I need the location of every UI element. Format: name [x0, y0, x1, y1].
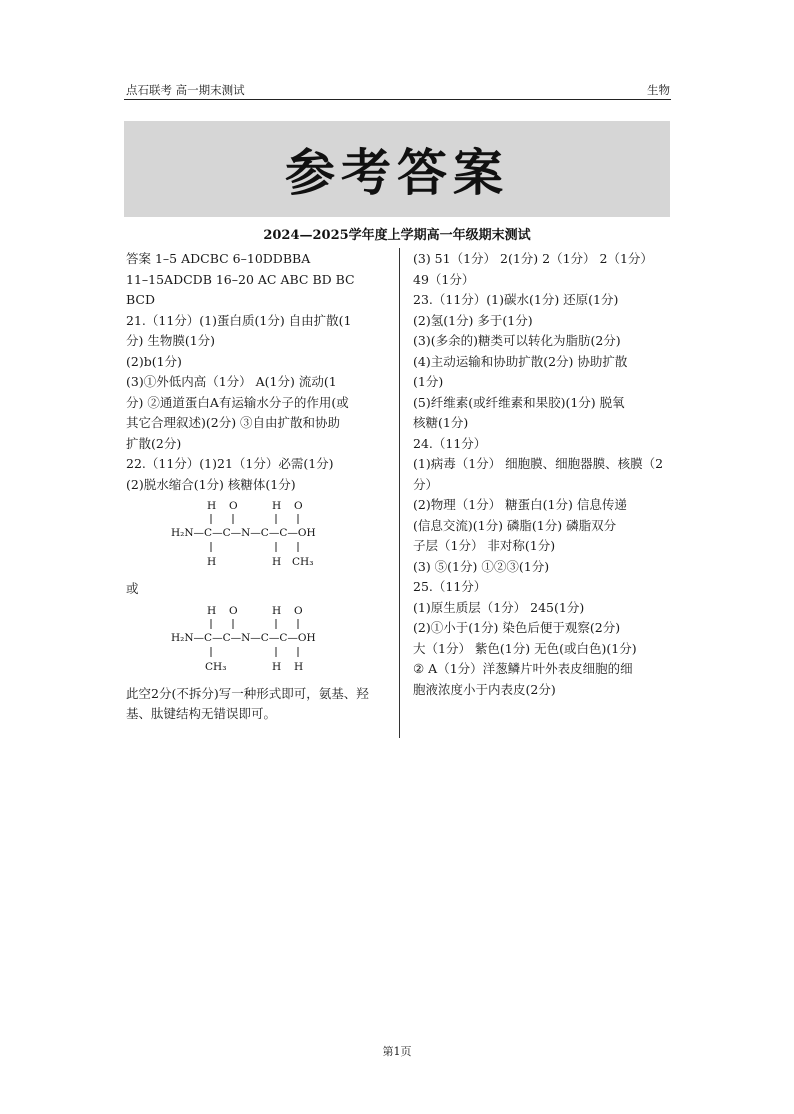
struct2-bot-a: CH₃ [205, 660, 227, 673]
struct1-bot-b: H [272, 556, 282, 568]
answer-line: 子层（1分） 非对称(1分) [413, 538, 556, 553]
answer-line: (1分) [413, 374, 444, 389]
header-right: 生物 [647, 83, 670, 97]
answer-line: (2)氢(1分) 多于(1分) [413, 312, 533, 328]
answer-line: (2)b(1分) [126, 353, 182, 369]
answer-line: (3) 51（1分） 2(1分) 2（1分） 2（1分） [413, 251, 653, 266]
answer-line: (3)(多余的)糖类可以转化为脂肪(2分) [413, 333, 621, 348]
answer-line: 分) ②通道蛋白A有运输水分子的作用(或 [126, 394, 349, 410]
answer-line: (3) ⑤(1分) ①②③(1分) [413, 558, 550, 574]
answer-line: 11–15ADCDB 16–20 AC ABC BD BC [126, 271, 355, 287]
answer-line: 23.（11分）(1)碳水(1分) 还原(1分) [413, 292, 619, 307]
header-rule [124, 99, 671, 100]
answer-line: 其它合理叙述)(2分) ③自由扩散和协助 [126, 415, 341, 430]
exam-subtitle: 2024—2025学年度上学期高一年级期末测试 [263, 228, 531, 243]
answer-line: 核糖(1分) [413, 415, 469, 430]
struct1-top-o1: O [229, 500, 238, 512]
peptide-structure-1 [171, 497, 394, 575]
struct1-top-o2: O [294, 500, 303, 512]
answer-line: (4)主动运输和协助扩散(2分) 协助扩散 [413, 353, 628, 369]
answer-line: 答案 1–5 ADCBC 6–10DDBBA [126, 251, 311, 266]
answer-line: 基、肽键结构无错误即可。 [126, 706, 277, 721]
answer-line: (2)①小于(1分) 染色后便于观察(2分) [413, 620, 621, 635]
struct2-main-chain: H₂N—C—C—N—C—C—OH [171, 631, 316, 644]
answer-line: (1)病毒（1分） 细胞膜、细胞器膜、核膜（2 [413, 456, 664, 471]
answer-line: ② A（1分）洋葱鳞片叶外表皮细胞的细 [413, 661, 633, 676]
answer-line: (2)脱水缩合(1分) 核糖体(1分) [126, 476, 296, 492]
answer-line: (信息交流)(1分) 磷脂(1分) 磷脂双分 [413, 517, 617, 533]
struct2-top-o1: O [229, 604, 238, 617]
answer-line: (2)物理（1分） 糖蛋白(1分) 信息传递 [413, 497, 627, 512]
struct1-top-h1: H [207, 500, 217, 512]
struct2-top-o2: O [294, 604, 303, 617]
column-divider [399, 248, 400, 738]
answer-line: BCD [126, 292, 156, 307]
struct2-bot-b: H [272, 660, 282, 673]
struct2-top-h2: H [272, 604, 282, 617]
answer-line: 胞液浓度小于内表皮(2分) [413, 681, 556, 697]
or-label: 或 [126, 581, 139, 596]
answer-line: 分） [413, 476, 439, 492]
answer-line: 扩散(2分) [126, 435, 182, 451]
peptide-structure-2 [171, 602, 394, 680]
answer-line: 22.（11分）(1)21（1分）必需(1分) [126, 456, 334, 471]
answer-line: (5)纤维素(或纤维素和果胶)(1分) 脱氧 [413, 394, 625, 410]
struct1-bot-c: CH₃ [292, 556, 314, 568]
answer-line: 此空2分(不拆分)写一种形式即可，氨基、羟 [126, 685, 369, 701]
answer-line: 21.（11分）(1)蛋白质(1分) 自由扩散(1 [126, 312, 352, 328]
answer-line: 分) 生物膜(1分) [126, 333, 216, 348]
page-number: 第1页 [382, 1045, 412, 1058]
header-left: 点石联考 高一期末测试 [126, 83, 245, 97]
struct2-top-h1: H [207, 604, 217, 617]
struct1-main-chain: H₂N—C—C—N—C—C—OH [171, 527, 316, 539]
answer-line: 大（1分） 紫色(1分) 无色(或白色)(1分) [413, 640, 637, 656]
struct1-top-h2: H [272, 500, 282, 512]
answer-line: 25.（11分） [413, 579, 487, 594]
answer-banner: 参考答案 [124, 121, 670, 217]
struct2-bot-c: H [294, 660, 304, 673]
struct1-bot-a: H [207, 556, 217, 568]
right-column [413, 249, 673, 700]
answer-line: (1)原生质层（1分） 245(1分) [413, 599, 585, 615]
left-column [126, 249, 394, 725]
answer-line: 49（1分） [413, 271, 475, 287]
answer-line: (3)①外低内高（1分） A(1分) 流动(1 [126, 374, 337, 389]
answer-line: 24.（11分） [413, 435, 487, 451]
